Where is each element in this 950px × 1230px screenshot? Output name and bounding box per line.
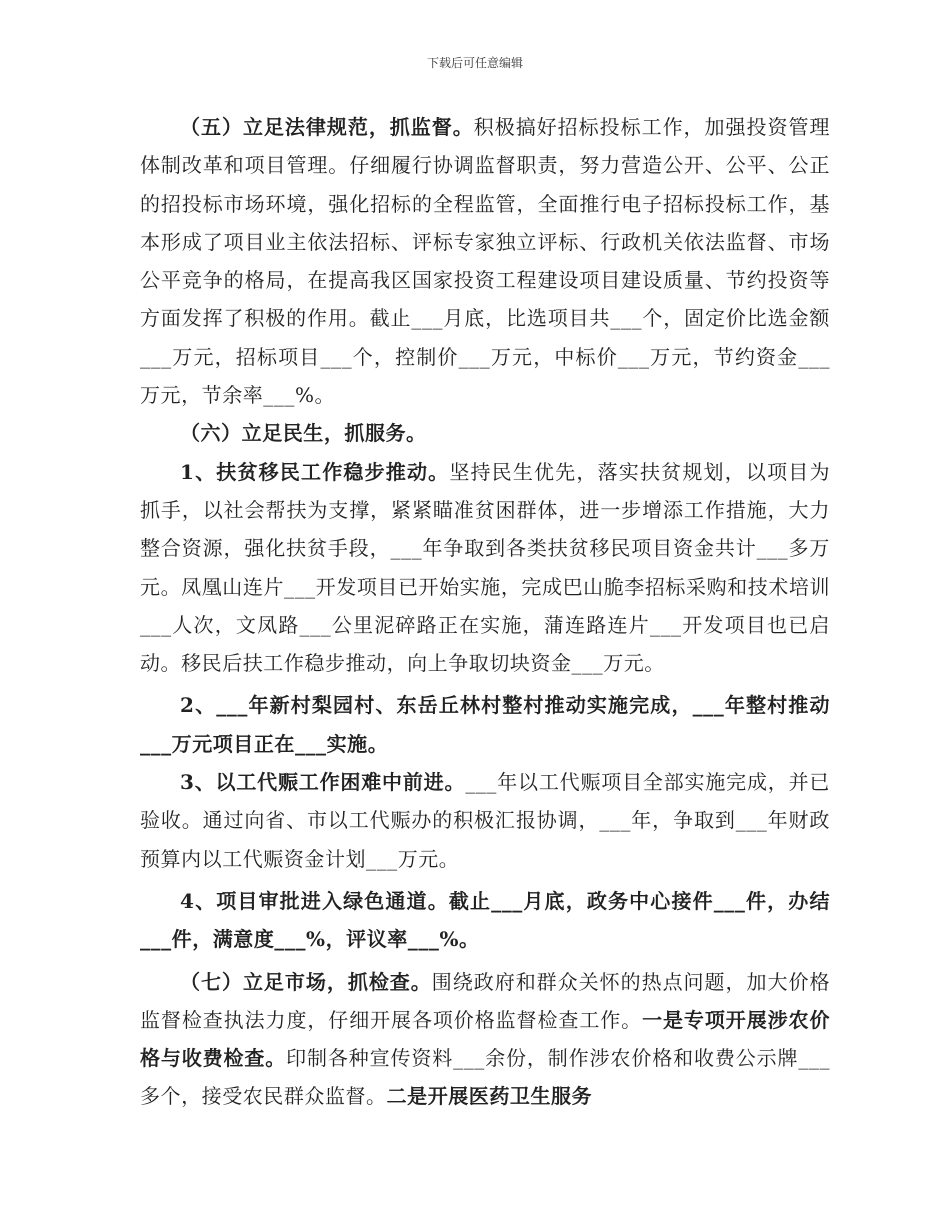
paragraph-subheading: 一是专项开展涉农价格与收费检查。 [140,1007,831,1071]
paragraph-heading: （六）立足民生，抓服务。 [180,421,427,446]
document-body [140,108,830,1116]
paragraph-text: 积极搞好招标投标工作，加强投资管理体制改革和项目管理。仔细履行协调监督职责，努力营造公开、公平、公正的招投标市场环境，强化招标的全程监管，全面推行电子招标投标工作，基本形成了项目业主依法招标、评标专家独立评标、行政机关依法监督、市场公平竞争的格局，在提高我区国家投资工程建设项目建设质量、节约投资等方面发挥了积极的作用。截止___月底，比选项目共___个，固定价比选金额___万元，招标项目___个，控制价___万元，中标价___万元，节约资金___万元，节余率___%。 [140,115,830,408]
paragraph-market-inspection [140,963,830,1116]
paragraph-text: 围绕政府和群众关怀的热点问题，加大价格监督检查执法力度，仔细开展各项价格监督检查工作。 [140,969,830,1032]
paragraph-subheading: 二是开展医药卫生服务 [386,1084,593,1109]
paragraph-poverty-relief [140,453,830,683]
paragraph-heading: 2、___年新村梨园村、东岳丘林村整村推动实施完成，___年整村推动___万元项目正在___实施。 [140,693,830,756]
paragraph-work-relief [140,763,830,878]
paragraph-heading: 1、扶贫移民工作稳步推动。 [180,459,450,484]
paragraph-heading: （七）立足市场，抓检查。 [180,969,432,994]
page-header-note: 下载后可任意编辑 [426,56,523,70]
paragraph-heading: （五）立足法律规范，抓监督。 [180,115,474,139]
paragraph-supervision [140,108,830,414]
paragraph-heading: 3、以工代赈工作困难中前进。 [180,770,466,795]
paragraph-text: 坚持民生优先，落实扶贫规划，以项目为抓手，以社会帮扶为支撑，紧紧瞄准贫困群体，进一步增添工作措施，大力整合资源，强化扶贫手段，___年争取到各类扶贫移民项目资金共计___多万元。凤凰山连片___开发项目已开始实施，完成巴山脆李招标采购和技术培训___人次，文凤路___公里泥碎路正在实施，蒲连路连片___开发项目也已启动。移民后扶工作稳步推动，向上争取切块资金___万元。 [140,459,830,676]
paragraph-heading: 4、项目审批进入绿色通道。截止___月底，政务中心接件___件，办结___件，满意度___%，评议率___%。 [140,888,830,952]
paragraph-livelihood-heading [140,414,830,452]
paragraph-text: 印制各种宣传资料___余份，制作涉农价格和收费公示牌___多个，接受农民群众监督。 [140,1046,830,1109]
paragraph-text: ___年以工代赈项目全部实施完成，并已验收。通过向省、市以工代赈办的积极汇报协调，___年，争取到___年财政预算内以工代赈资金计划___万元。 [140,770,830,871]
paragraph-village-project [140,686,830,763]
paragraph-approval [140,882,830,959]
